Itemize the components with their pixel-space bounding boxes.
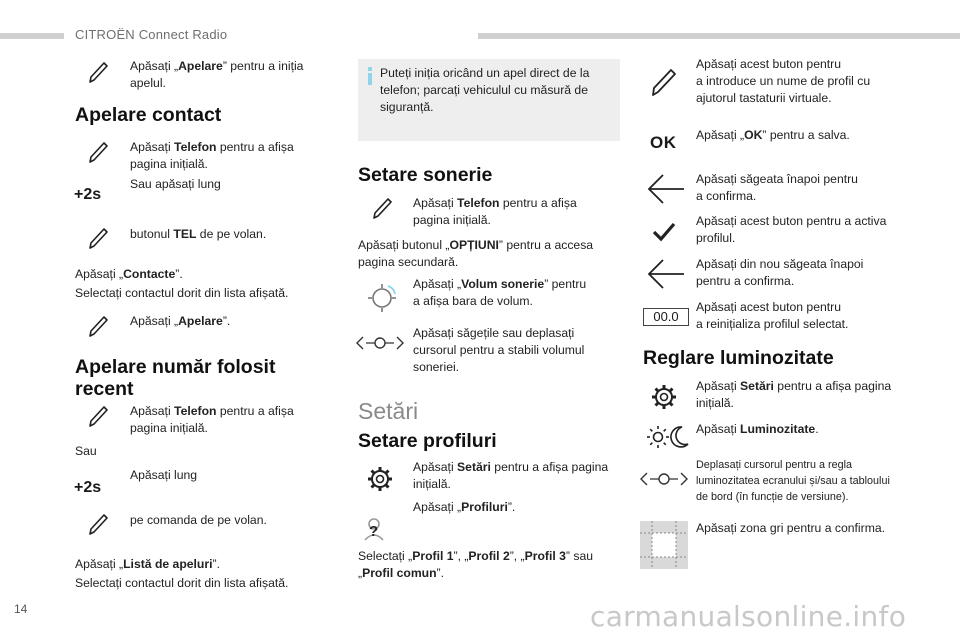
svg-text:?: ? [369, 523, 379, 540]
text-apelare-2: Apăsați „Apelare”. [130, 314, 231, 328]
text-sau: Sau [75, 444, 97, 458]
header-rule-left [0, 33, 64, 39]
text-reinit: Apăsați acest buton pentru a reinițializa profilul selectat. [696, 300, 849, 331]
header-rule-right [478, 33, 960, 39]
text-lung: Apăsați lung [130, 468, 198, 482]
text-activa: Apăsați acest buton pentru a activa profilul. [696, 214, 887, 245]
text-select-1: Selectați contactul dorit din lista afișată. [75, 286, 289, 300]
ring-volume-icon [362, 280, 402, 316]
pencil-icon [88, 512, 108, 536]
text-telefon-2: Apăsați Telefon pentru a afișa pagina inițială. [130, 404, 294, 435]
text-tel-volan: butonul TEL de pe volan. [130, 227, 267, 241]
text-select-2: Selectați contactul dorit din lista afișată. [75, 576, 289, 590]
pencil-icon [88, 404, 108, 428]
text-cursor-lumin: Deplasați cursorul pentru a regla luminozitatea ecranului și/sau a tabloului de bord (în funcție de versiune). [696, 459, 890, 503]
info-icon [368, 67, 372, 85]
text-volum: Apăsați „Volum sonerie” pentru a afișa bara de volum. [413, 277, 587, 308]
pencil-icon [372, 196, 392, 220]
text-optiuni: Apăsați butonul „OPȚIUNI” pentru a accesa pagina secundară. [358, 238, 594, 269]
profile-question-icon [362, 514, 392, 544]
heading-recent: Apelare număr folosit recent [75, 356, 276, 400]
text-inapoi-1: Apăsați săgeata înapoi pentru a confirma. [696, 172, 858, 203]
pencil-icon [88, 60, 108, 84]
heading-reglare-luminozitate: Reglare luminozitate [643, 347, 834, 369]
text-contacte: Apăsați „Contacte”. [75, 267, 183, 281]
slider-arrows-icon [640, 469, 688, 489]
reset-value-badge: 00.0 [643, 308, 689, 326]
gear-icon [366, 465, 394, 493]
text-lista: Apăsați „Listă de apeluri”. [75, 557, 220, 571]
text-apelare: Apăsați „Apelare” pentru a iniția apelul. [130, 59, 304, 90]
text-sageti: Apăsați săgețile sau deplasați cursorul pentru a stabili volumul soneriei. [413, 326, 585, 374]
text-comanda: pe comanda de pe volan. [130, 513, 267, 527]
text-telefon-sonerie: Apăsați Telefon pentru a afișa pagina inițială. [413, 196, 577, 227]
text-telefon-1: Apăsați Telefon pentru a afișa pagina inițială. [130, 140, 294, 171]
text-ok: Apăsați „OK” pentru a salva. [696, 128, 850, 142]
heading-apelare-contact: Apelare contact [75, 104, 222, 126]
check-icon [652, 222, 676, 242]
ok-badge: OK [650, 133, 677, 152]
info-text: Puteți iniția oricând un apel direct de la telefon; parcați vehiculul cu măsură de siguranță. [380, 66, 590, 114]
text-setari-profil: Apăsați Setări pentru a afișa pagina inițială. [413, 460, 609, 491]
pencil-icon [650, 66, 678, 98]
back-arrow-icon [646, 172, 686, 206]
text-zona-gri: Apăsați zona gri pentru a confirma. [696, 521, 886, 535]
text-inapoi-2: Apăsați din nou săgeata înapoi pentru a confirma. [696, 257, 864, 288]
plus-2s-badge: +2s [74, 479, 102, 496]
slider-arrows-icon [356, 333, 404, 353]
page-number: 14 [14, 602, 28, 616]
gear-icon [650, 383, 678, 411]
heading-setare-sonerie: Setare sonerie [358, 164, 493, 186]
text-luminozitate: Apăsați Luminozitate. [696, 422, 819, 436]
plus-2s-badge: +2s [74, 186, 102, 203]
watermark: carmanualsonline.info [590, 600, 907, 633]
brightness-icon [646, 424, 690, 450]
header-title: CITROËN Connect Radio [75, 27, 228, 42]
pencil-icon [88, 226, 108, 250]
back-arrow-icon [646, 257, 686, 291]
grey-area-icon [640, 521, 688, 569]
text-nume-profil: Apăsați acest buton pentru a introduce un nume de profil cu ajutorul tastaturii virtuale. [696, 57, 871, 105]
heading-setare-profiluri: Setare profiluri [358, 430, 497, 452]
pencil-icon [88, 314, 108, 338]
text-profiluri: Apăsați „Profiluri”. [413, 500, 516, 514]
text-select-profil: Selectați „Profil 1”, „Profil 2”, „Profil 3” sau „Profil comun”. [358, 549, 594, 580]
pencil-icon [88, 140, 108, 164]
info-box [358, 59, 620, 141]
heading-setari: Setări [358, 398, 419, 424]
text-setari-lumin: Apăsați Setări pentru a afișa pagina inițială. [696, 379, 892, 410]
text-sau-lung: Sau apăsați lung [130, 177, 221, 191]
